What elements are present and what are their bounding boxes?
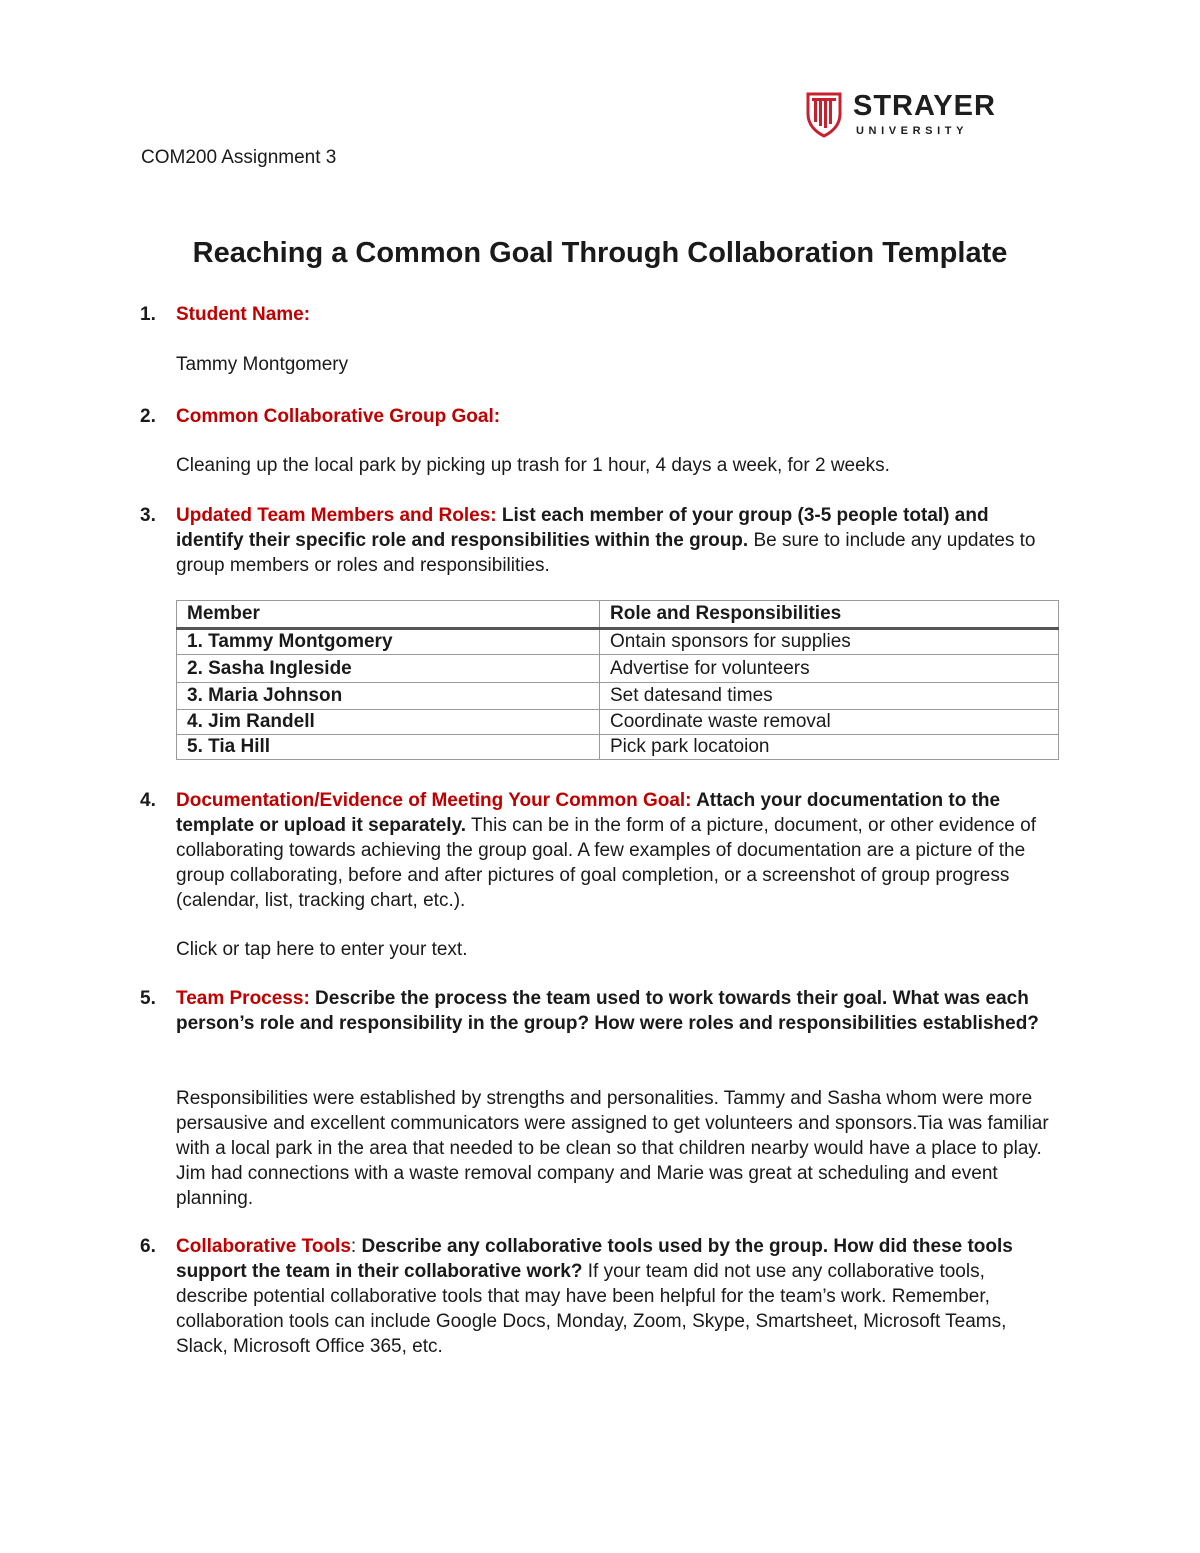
member-cell[interactable]: 1. Tammy Montgomery — [177, 629, 600, 655]
member-cell[interactable]: 4. Jim Randell — [177, 710, 600, 735]
section-label: Student Name: — [176, 304, 311, 325]
university-logo — [805, 90, 1010, 142]
table-row — [177, 655, 1059, 683]
role-cell[interactable]: Coordinate waste removal — [600, 710, 1059, 735]
table-header-row — [177, 601, 1059, 629]
section-number: 3. — [140, 505, 156, 526]
team-roles-table — [176, 600, 1059, 760]
documentation-answer-field[interactable]: Click or tap here to enter your text. — [176, 939, 468, 960]
table-row — [177, 710, 1059, 735]
section-group-goal — [140, 404, 1060, 429]
role-cell[interactable]: Ontain sponsors for supplies — [600, 629, 1059, 655]
section-team-members — [140, 503, 1060, 578]
section-label: Common Collaborative Group Goal: — [176, 406, 501, 427]
table-row — [177, 629, 1059, 655]
section-label: Updated Team Members and Roles: — [176, 505, 497, 526]
document-title: Reaching a Common Goal Through Collaboration Template — [192, 237, 1008, 269]
table-row — [177, 735, 1059, 760]
group-goal-answer[interactable]: Cleaning up the local park by picking up trash for 1 hour, 4 days a week, for 2 weeks. — [176, 455, 890, 476]
team-process-answer[interactable]: Responsibilities were established by strengths and personalities. Tammy and Sasha whom were more persausive and excellent communicators were assigned to get volunteers and sponsors.Tia was familiar with a local park in the area that needed to be clean so that children nearby would have a place to play. Jim had connections with a waste removal company and Marie was great at scheduling and event planning. — [176, 1088, 1049, 1209]
section-number: 4. — [140, 790, 156, 811]
section-student-name — [140, 302, 1060, 327]
section-note: This can be in the form of a picture, document, or other evidence of collaborating towards achieving the group goal. A few examples of documentation are a picture of the group collaborating, before and after pictures of goal completion, or a screenshot of group progress (calendar, list, tracking chart, etc.). — [176, 815, 1036, 911]
section-number: 5. — [140, 988, 156, 1009]
table-row — [177, 683, 1059, 710]
section-instructions: Describe any collaborative tools used by the group. How did these tools support the team in their collaborative work? — [176, 1236, 1013, 1282]
section-instructions: List each member of your group (3-5 people total) and identify their specific role and responsibilities within the group. — [176, 505, 989, 551]
section-instructions: Describe the process the team used to work towards their goal. What was each person’s role and responsibility in the group? How were roles and responsibilities established? — [176, 988, 1039, 1034]
course-label: COM200 Assignment 3 — [141, 147, 337, 168]
section-label: Collaborative Tools — [176, 1236, 351, 1257]
strayer-shield-icon — [805, 92, 843, 138]
role-cell[interactable]: Advertise for volunteers — [600, 655, 1059, 683]
section-label: Team Process: — [176, 988, 310, 1009]
section-number: 1. — [140, 304, 156, 325]
logo-wordmark: STRAYER — [853, 90, 996, 122]
student-name-answer[interactable]: Tammy Montgomery — [176, 354, 349, 375]
section-documentation — [140, 788, 1060, 913]
table-header-member: Member — [177, 601, 600, 629]
member-cell[interactable]: 5. Tia Hill — [177, 735, 600, 760]
section-note: Be sure to include any updates to group members or roles and responsibilities. — [176, 530, 1036, 576]
role-cell[interactable]: Pick park locatoion — [600, 735, 1059, 760]
section-colon: : — [350, 1236, 357, 1257]
section-instructions: Attach your documentation to the template or upload it separately. — [176, 790, 1001, 836]
table-header-role: Role and Responsibilities — [600, 601, 1059, 629]
section-number: 6. — [140, 1236, 156, 1257]
logo-subtitle: UNIVERSITY — [856, 125, 969, 137]
section-collaborative-tools — [140, 1234, 1060, 1359]
member-cell[interactable]: 3. Maria Johnson — [177, 683, 600, 710]
section-team-process — [140, 986, 1060, 1036]
role-cell[interactable]: Set datesand times — [600, 683, 1059, 710]
section-number: 2. — [140, 406, 156, 427]
section-label: Documentation/Evidence of Meeting Your Common Goal: — [176, 790, 692, 811]
section-note: If your team did not use any collaborative tools, describe potential collaborative tools that may have been helpful for the team’s work. Remember, collaboration tools can include Google Docs, Monday, Zoom, Skype, Smartsheet, Microsoft Teams, Slack, Microsoft Office 365, etc. — [176, 1261, 1007, 1357]
member-cell[interactable]: 2. Sasha Ingleside — [177, 655, 600, 683]
